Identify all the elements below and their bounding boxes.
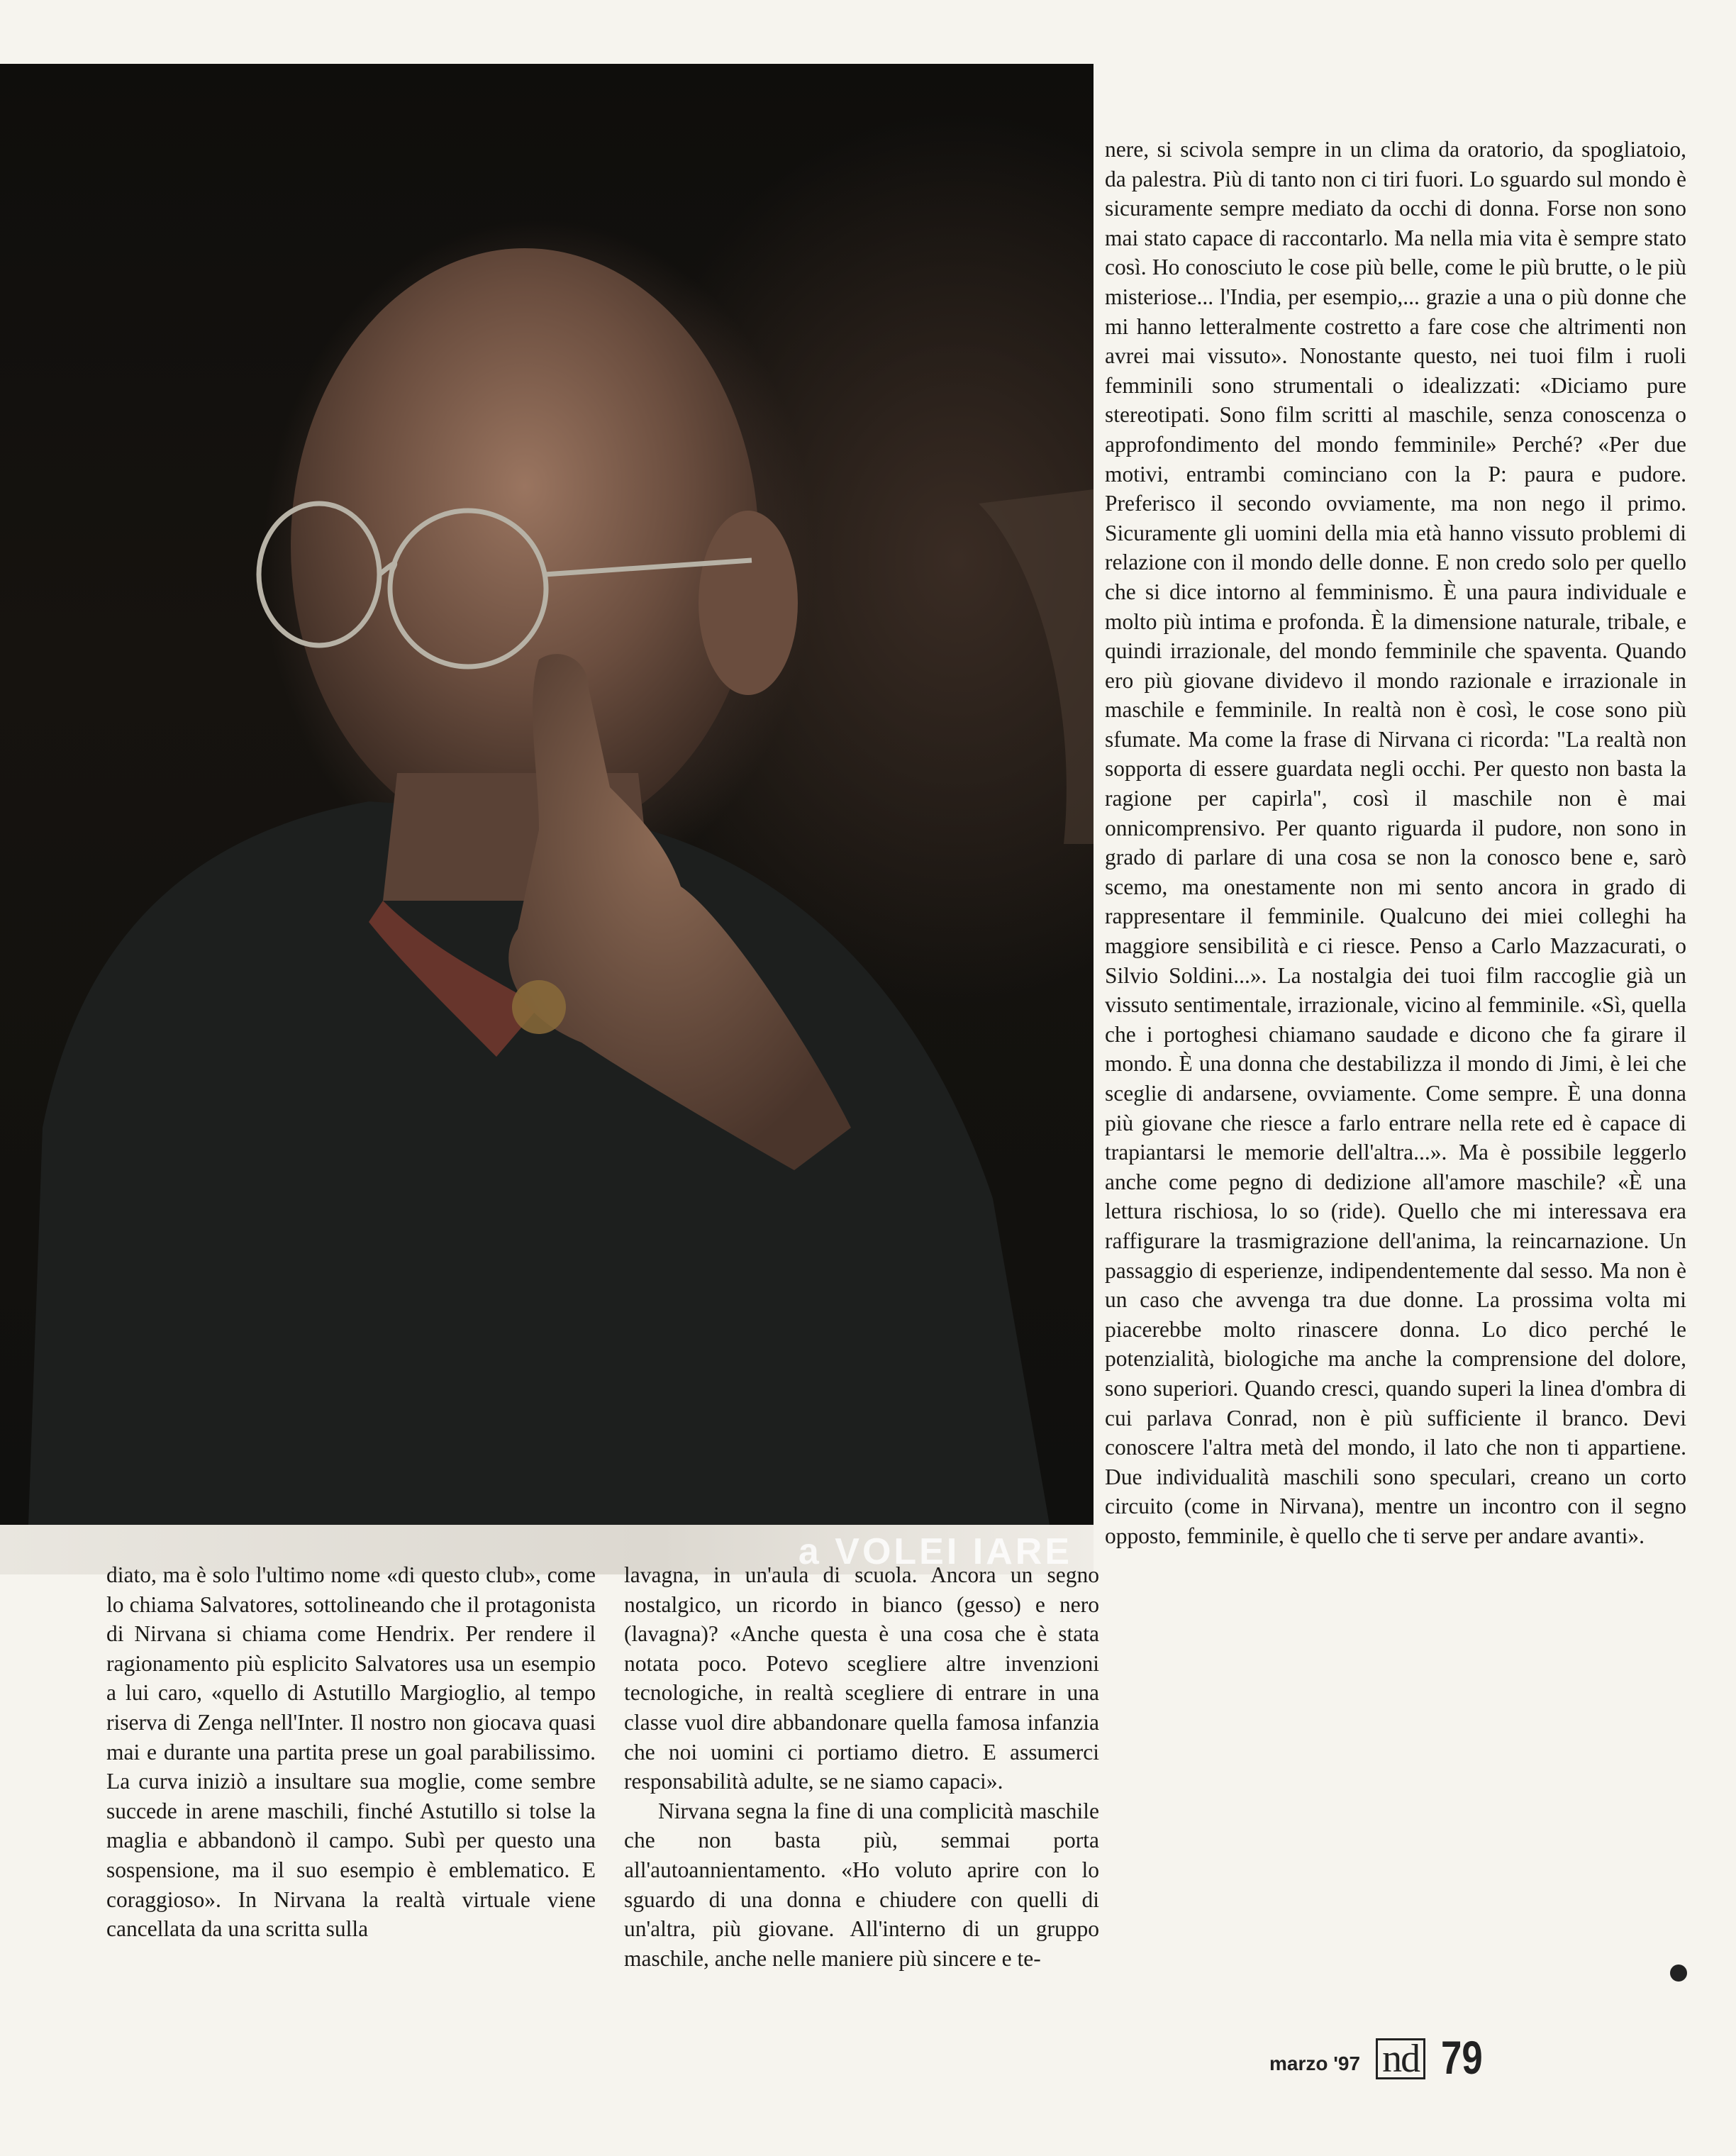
page-footer bbox=[1269, 2030, 1493, 2084]
paragraph: nere, si scivola sempre in un clima da oratorio, da spogliatoio, da palestra. Più di tanto non ci tiri fuori. Lo sguardo sul mondo è sicuramente sempre mediato da occhi di donna. Forse non sono mai stato capace di raccontarlo. Ma nella mia vita è sempre stato così. Ho conosciuto le cose più belle, come le più brutte, o le più misteriose... l'India, per esempio,... grazie a una o più donne che mi hanno letteralmente costretto a fare cose che altrimenti non avrei mai vissuto». Nonostante questo, nei tuoi film i ruoli femminili sono strumentali o idealizzati: «Diciamo pure stereotipati. Sono film scritti al maschile, senza conoscenza o approfondimento del mondo femminile» Perché? «Per due motivi, entrambi cominciano con la P: paura e pudore. Preferisco il secondo ovviamente, ma non nego il primo. Sicuramente gli uomini della mia età hanno vissuto problemi di relazione con il mondo delle donne. E non credo solo per quello che si dice intorno al femminismo. È una paura individuale e molto più intima e profonda. È la dimensione naturale, tribale, e quindi irrazionale, del mondo femminile che spaventa. Quando ero più giovane dividevo il mondo razionale e irrazionale in maschile e femminile. In realtà non è così, le cose sono più sfumate. Ma come la frase di Nirvana ci ricorda: "La realtà non sopporta di essere guardata negli occhi. Per questo non basta la ragione per capirla", così il maschile non è mai onnicomprensivo. Per quanto riguarda il pudore, non sono in grado di parlare di una cosa se non la conosco bene e, sarò scemo, ma onestamente non mi sento ancora in grado di rappresentare il femminile. Qualcuno dei miei colleghi ha maggiore sensibilità e ci riesce. Penso a Carlo Mazzacurati, o Silvio Soldini...». La nostalgia dei tuoi film raccoglie già un vissuto sentimentale, irrazionale, vicino al femminile. «Sì, quella che i portoghesi chiamano saudade e dicono che fa girare il mondo. È una donna che destabilizza il mondo di Jimi, è lei che sceglie di andarsene, ovviamente. Come sempre. È una donna più giovane che riesce a farlo entrare nella rete ed è capace di trapiantarsi le memorie dell'altra...». Ma è possibile leggerlo anche come pegno di dedizione all'amore maschile? «È una lettura rischiosa, lo so (ride). Quello che mi interessava era raffigurare la trasmigrazione dell'anima, la reincarnazione. Un passaggio di esperienze, indipendentemente dal sesso. Ma non è un caso che avvenga tra due donne. La prossima volta mi piacerebbe molto rinascere donna. Lo dico perché le potenzialità, biologiche ma anche la comprensione del dolore, sono superiori. Quando cresci, quando superi la linea d'ombra di cui parlava Conrad, non è più sufficiente il branco. Devi conoscere l'altra metà del mondo, il lato che non ti appartiene. Due individualità maschili sono speculari, creano un corto circuito (come in Nirvana), mentre un incontro con il segno opposto, femminile, è quello che ti serve per andare avanti». bbox=[1105, 137, 1686, 1548]
portrait-illustration bbox=[0, 64, 1094, 1525]
paragraph: diato, ma è solo l'ultimo nome «di questo club», come lo chiama Salvatores, sottolineando che il protagonista di Nirvana si chiama come Hendrix. Per rendere il ragionamento più esplicito Salvatores usa un esempio a lui caro, «quello di Astutillo Margioglio, al tempo riserva di Zenga nell'Inter. Il nostro non giocava quasi mai e durante una partita prese un goal parabilissimo. La curva iniziò a insultare sua moglie, come sembre succede in arene maschili, finché Astutillo si tolse la maglia e abbandonò il campo. Subì per questo una sospensione, ma il suo esempio è emblematico. E coraggioso». In Nirvana la realtà virtuale viene cancellata da una scritta sulla bbox=[106, 1562, 596, 1942]
article-column-left bbox=[106, 1560, 596, 1944]
issue-date: marzo '97 bbox=[1269, 2052, 1361, 2074]
strip-text: a VOLEI IARE bbox=[798, 1531, 1072, 1572]
article-column-middle bbox=[624, 1560, 1099, 1973]
magazine-logo: nd bbox=[1376, 2038, 1425, 2079]
portrait-photo bbox=[0, 64, 1094, 1525]
paragraph: lavagna, in un'aula di scuola. Ancora un segno nostalgico, un ricordo in bianco (gesso) e nero (lavagna)? «Anche questa è una cosa che è stata notata poco. Potevo scegliere altre invenzioni tecnologiche, in realtà scegliere di entrare in una classe vuol dire abbandonare quella famosa infanzia che noi uomini ci portiamo dietro. E assumerci responsabilità adulte, se ne siamo capaci». bbox=[624, 1562, 1099, 1794]
page-number: 79 bbox=[1441, 2031, 1483, 2084]
end-mark-icon bbox=[1670, 1965, 1687, 1982]
article-column-right bbox=[1105, 135, 1686, 1551]
paragraph: Nirvana segna la fine di una complicità maschile che non basta più, semmai porta all'autoannientamento. «Ho voluto aprire con lo sguardo di una donna e chiudere con quelli di un'altra, più giovane. All'interno di un gruppo maschile, anche nelle maniere più sincere e te- bbox=[624, 1798, 1099, 1971]
